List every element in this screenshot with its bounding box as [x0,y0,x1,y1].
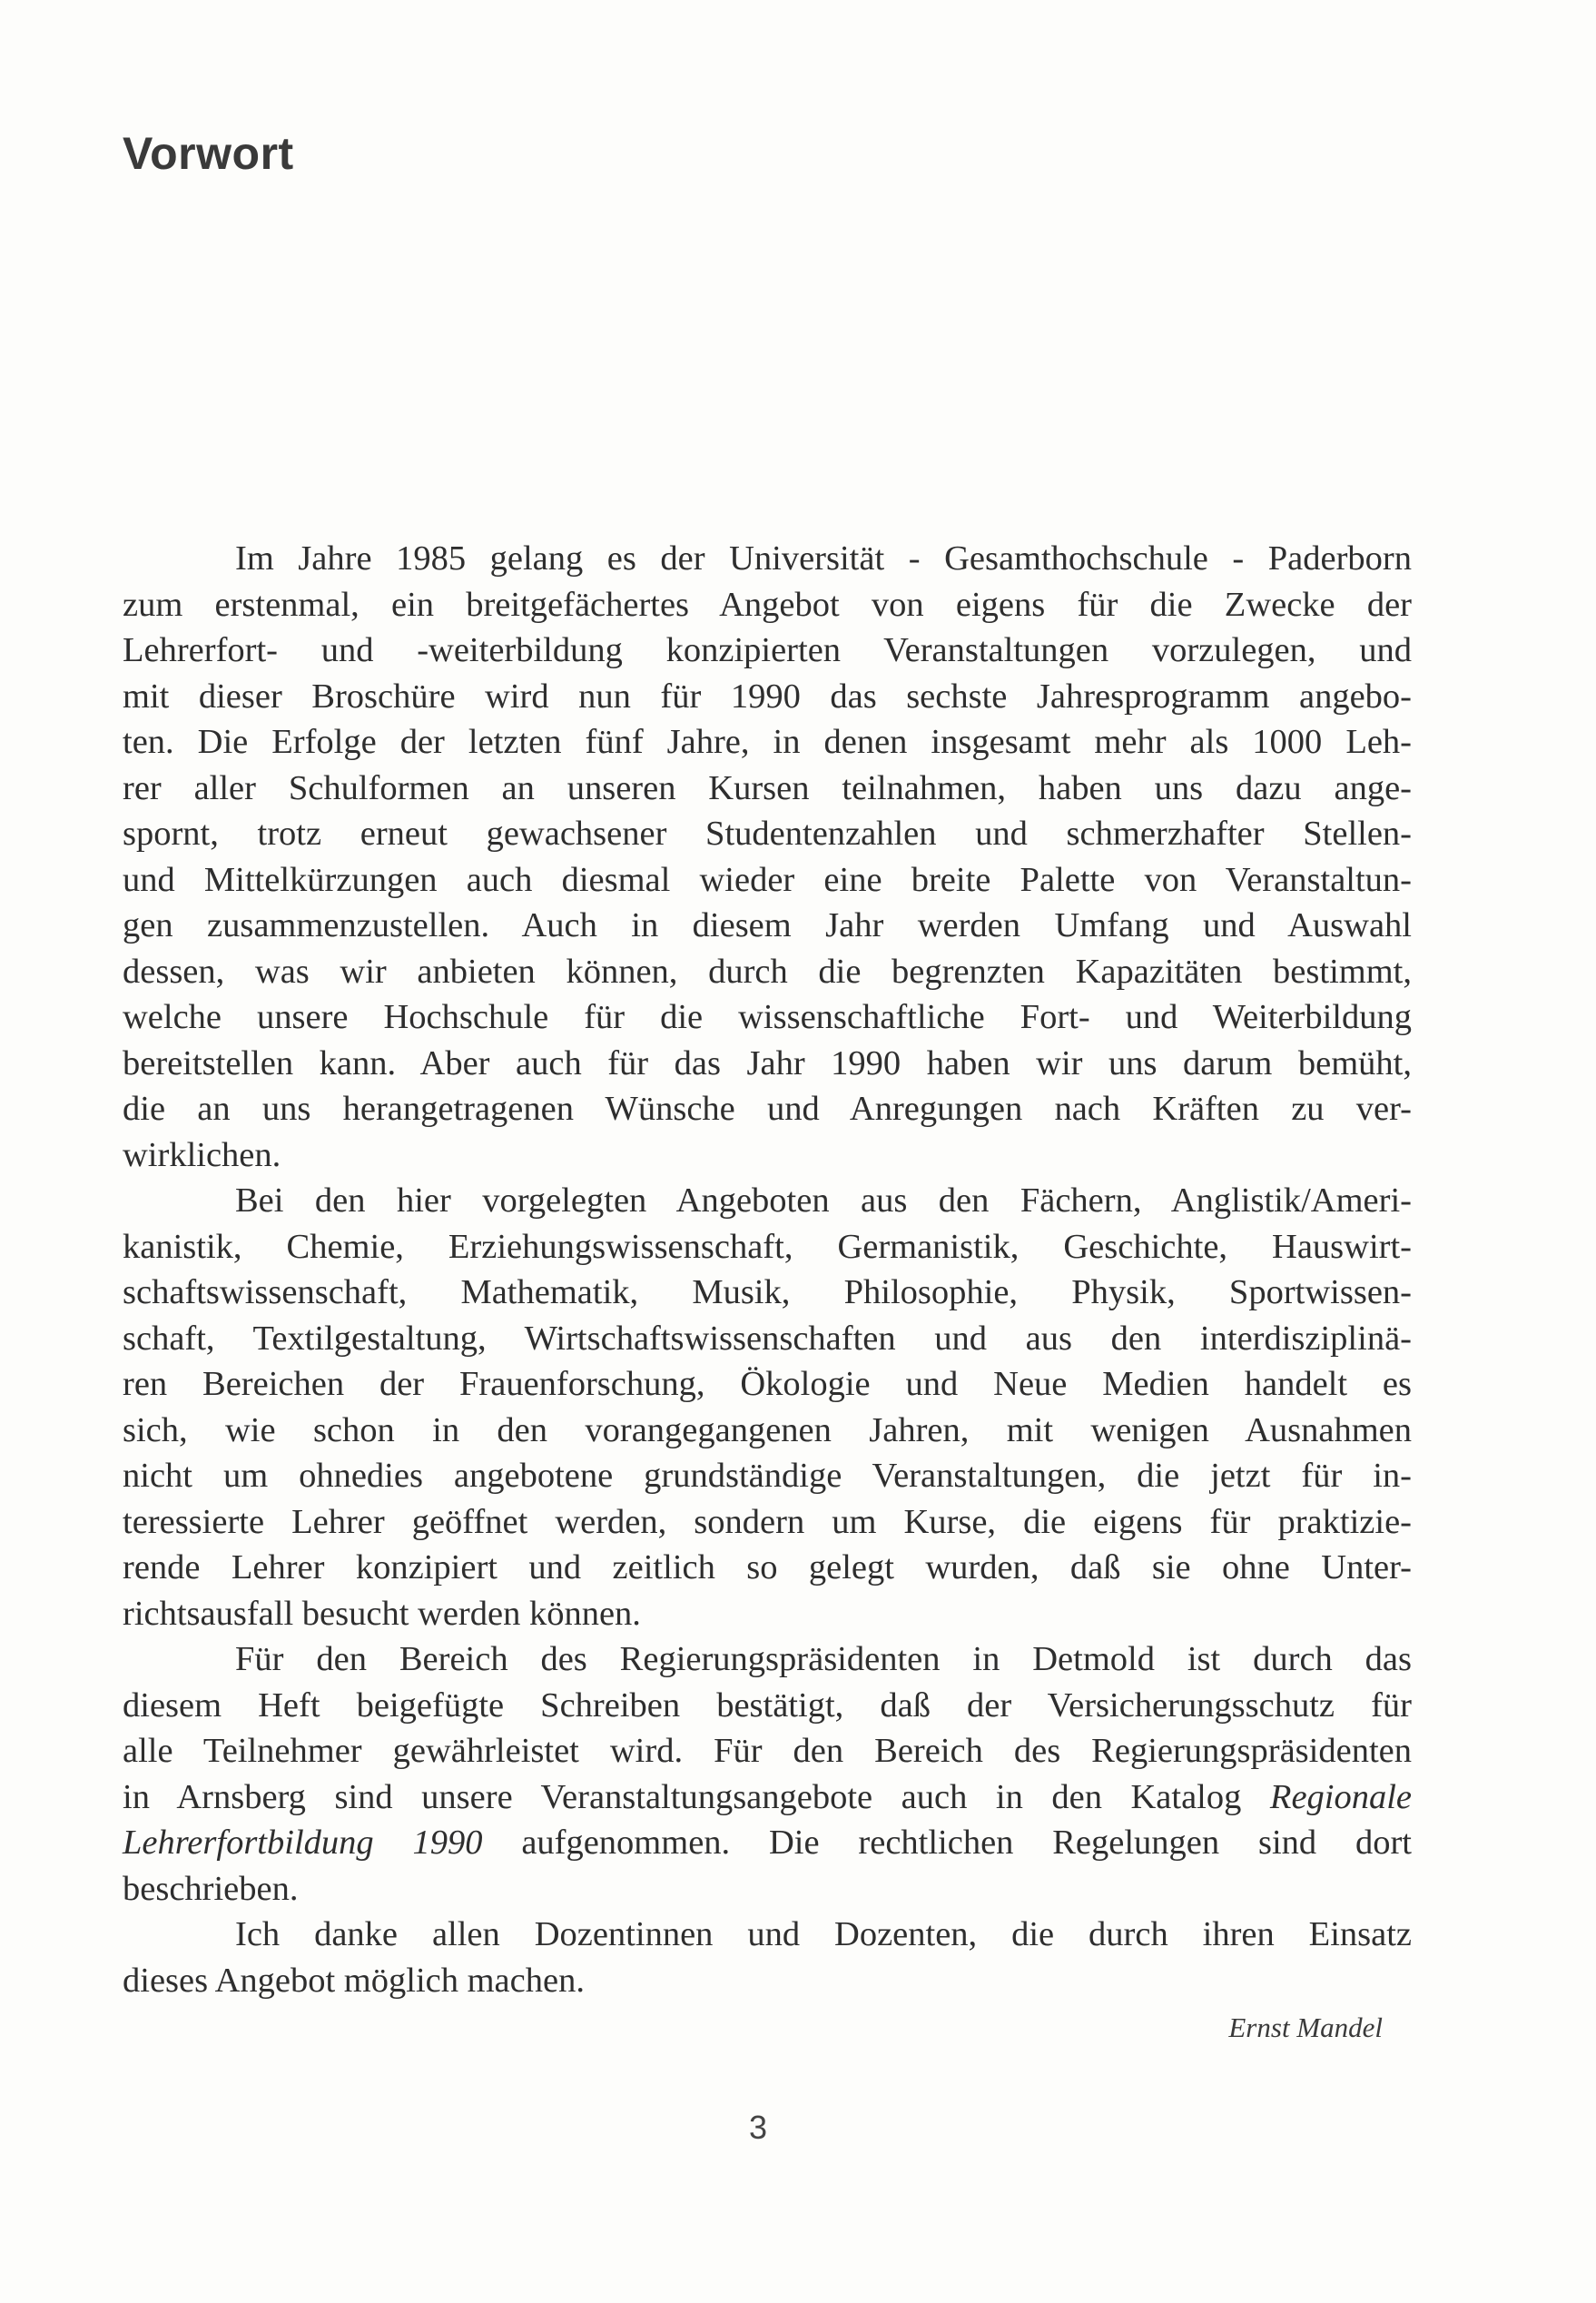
text-line: bereitstellen kann. Aber auch für das Jahr 1990 haben wir uns darum bemüht, [123,1043,1412,1082]
paragraph-3 [123,1636,1412,1912]
text-line: gen zusammenzustellen. Auch in diesem Jahr werden Umfang und Auswahl [123,906,1412,944]
text-line: Bei den hier vorgelegten Angeboten aus den Fächern, Anglistik/Ameri- [235,1181,1412,1220]
text-segment: aufgenommen. Die rechtlichen Regelungen sind dort [482,1824,1412,1862]
text-line: dieses Angebot möglich machen. [123,1961,585,2000]
text-line [123,1820,1412,1866]
text-line: wirklichen. [123,1135,281,1174]
text-line: und Mittelkürzungen auch diesmal wieder eine breite Palette von Veranstaltun- [123,860,1412,899]
text-line: mit dieser Broschüre wird nun für 1990 das sechste Jahresprogramm angebo- [123,677,1412,716]
paragraph-2 [123,1178,1412,1636]
text-line: Ich danke allen Dozentinnen und Dozenten, die durch ihren Einsatz [235,1915,1412,1953]
text-line: Im Jahre 1985 gelang es der Universität - Gesamthochschule - Paderborn [235,539,1412,578]
paragraph-1 [123,536,1412,1178]
text-line: nicht um ohnedies angebotene grundständige Veranstaltungen, die jetzt für in- [123,1457,1412,1495]
text-line: dessen, was wir anbieten können, durch die begrenzten Kapazitäten bestimmt, [123,952,1412,991]
text-line: ten. Die Erfolge der letzten fünf Jahre, in denen insgesamt mehr als 1000 Leh- [123,723,1412,761]
text-line: ren Bereichen der Frauenforschung, Ökologie und Neue Medien handelt es [123,1365,1412,1403]
italic-text: Lehrerfortbildung 1990 [123,1824,483,1862]
text-line: die an uns herangetragenen Wünsche und Anregungen nach Kräften zu ver- [123,1090,1412,1128]
text-line: schaftswissenschaft, Mathematik, Musik, Philosophie, Physik, Sportwissen- [123,1273,1412,1311]
text-line: rende Lehrer konzipiert und zeitlich so gelegt wurden, daß sie ohne Unter- [123,1548,1412,1586]
text-line: teressierte Lehrer geöffnet werden, sondern um Kurse, die eigens für praktizie- [123,1502,1412,1541]
text-line: kanistik, Chemie, Erziehungswissenschaft, Germanistik, Geschichte, Hauswirt- [123,1227,1412,1266]
text-line: sich, wie schon in den vorangegangenen Jahren, mit wenigen Ausnahmen [123,1410,1412,1449]
text-line: Für den Bereich des Regierungspräsidenten in Detmold ist durch das [235,1640,1412,1678]
text-segment: in Arnsberg sind unsere Veranstaltungsangebote auch in den Katalog [123,1777,1242,1816]
text-line: beschrieben. [123,1869,299,1908]
text-line: spornt, trotz erneut gewachsener Studentenzahlen und schmerzhafter Stellen- [123,815,1412,853]
text-line: welche unsere Hochschule für die wissenschaftliche Fort- und Weiterbildung [123,998,1412,1036]
text-line: zum erstenmal, ein breitgefächertes Angebot von eigens für die Zwecke der [123,585,1412,624]
text-line: diesem Heft beigefügte Schreiben bestätigt, daß der Versicherungsschutz für [123,1685,1412,1725]
text-line [123,1774,1412,1821]
text-line: richtsausfall besucht werden können. [123,1594,641,1633]
italic-text: Regionale [1269,1777,1413,1816]
text-line: rer aller Schulformen an unseren Kursen teilnahmen, haben uns dazu ange- [123,768,1412,807]
page-number: 3 [748,2109,768,2146]
signature: Ernst Mandel [1228,2011,1383,2043]
text-line: Lehrerfort- und -weiterbildung konzipierten Veranstaltungen vorzulegen, und [123,631,1412,669]
text-line: alle Teilnehmer gewährleistet wird. Für den Bereich des Regierungspräsidenten [123,1732,1412,1770]
paragraph-4 [123,1912,1412,2003]
text-line: schaft, Textilgestaltung, Wirtschaftswissenschaften und aus den interdisziplinä- [123,1319,1412,1358]
body-text [123,536,1412,2003]
page-title: Vorwort [123,128,294,179]
